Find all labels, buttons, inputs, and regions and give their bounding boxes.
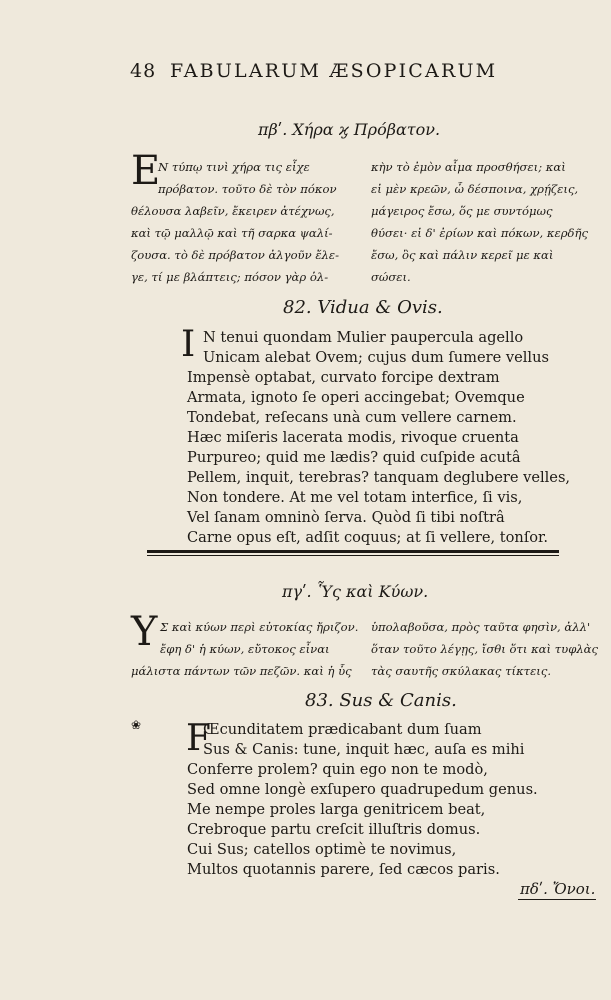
fable82-latin-line-10: Vel ſanam omninò ſerva. Quòd ſi tibi noſtrâ (187, 509, 505, 526)
fable83-latin-line-6: Crebroque partu creſcit illuſtris domus. (187, 821, 481, 838)
fable83-greek-left-line-3: μάλιστα πάντων τῶν πεζῶν. καὶ ἡ ὗς (131, 664, 352, 678)
margin-mark: ❀ (131, 718, 142, 732)
fable82-latin-line-6: Hæc miſeris lacerata modis, rivoque cruenta (187, 429, 519, 446)
fable82-greek-right-line-6: σώσει. (371, 270, 411, 284)
fable82-greek-left-line-6: γε, τί με βλάπτεις; πόσον γὰρ ὁλ- (131, 270, 329, 284)
fable82-greek-left-line-4: καὶ τῷ μαλλῷ καὶ τῆ σαρκα ψαλί- (131, 226, 333, 240)
fable82-greek-right-line-1: κὴν τὸ ἐμὸν αἷμα προσθήσει; καὶ (371, 160, 566, 174)
fable82-greek-left-line-5: ζουσα. τὸ δὲ πρόβατον ἀλγοῦν ἔλε- (131, 248, 340, 262)
fable82-greek-left-line-2: πρόβατον. τοῦτο δὲ τὸν πόκον (158, 182, 337, 196)
fable82-latin-title: 82. Vidua & Ovis. (283, 297, 443, 318)
fable83-greek-title: πγʹ. Ὗς καὶ Κύων. (282, 582, 429, 601)
fable82-latin-dropcap: I (181, 324, 196, 365)
fable83-greek-dropcap: Y (131, 609, 158, 655)
fable83-latin-line-8: Multos quotannis parere, ſed cæcos paris. (187, 861, 500, 878)
fable82-latin-line-11: Carne opus eſt, adſit coquus; at ſi vellere, tonſor. (187, 529, 549, 546)
fable83-greek-right-line-2: ὅταν τοῦτο λέγῃς, ἴσθι ὅτι καὶ τυφλὰς (371, 642, 598, 656)
fable82-latin-line-3: Impensè optabat, curvato forcipe dextram (187, 369, 500, 386)
running-title: FABULARUM ÆSOPICARUM (170, 60, 498, 82)
fable83-latin-title: 83. Sus & Canis. (305, 690, 457, 711)
fable82-greek-right-line-4: θύσει· εἰ δ' ἐρίων καὶ πόκων, κερδῆς (371, 226, 588, 240)
fable83-latin-line-3: Conferre prolem? quin ego non te modò, (187, 761, 488, 778)
catchword-underline (518, 899, 596, 900)
fable83-latin-line-1: Œcunditatem prædicabant dum ſuam (203, 721, 482, 738)
fable82-greek-right-line-5: ἔσω, ὃς καὶ πάλιν κερεῖ με καὶ (371, 248, 554, 262)
fable82-greek-title: πβʹ. Χήρα ϗ Πρόβατον. (258, 120, 441, 139)
fable83-greek-left-line-2: ἔφη δ' ἡ κύων, εὔτοκος εἶναι (160, 642, 330, 656)
catchword: πδʹ. Ὄνοι. (520, 880, 596, 898)
fable83-latin-line-4: Sed omne longè exſupero quadrupedum genus. (187, 781, 538, 798)
fable82-latin-line-9: Non tondere. At me vel totam interfice, ſi vis, (187, 489, 523, 506)
fable83-greek-right-line-3: τὰς σαυτῆς σκύλακας τίκτεις. (371, 664, 552, 678)
fable82-latin-line-1: N tenui quondam Mulier paupercula agello (203, 329, 524, 346)
fable82-greek-right-line-3: μάγειρος ἔσω, ὅς με συντόμως (371, 204, 553, 218)
fable83-latin-line-5: Me nempe proles larga genitricem beat, (187, 801, 486, 818)
fable82-latin-line-7: Purpureo; quid me lædis? quid cuſpide acutâ (187, 449, 521, 466)
fable83-latin-line-2: Sus & Canis: tune, inquit hæc, auſa es mihi (203, 741, 525, 758)
fable82-latin-line-8: Pellem, inquit, terebras? tanquam deglubere velles, (187, 469, 571, 486)
fable82-latin-line-4: Armata, ignoto ſe operi accingebat; Ovemque (187, 389, 525, 406)
fable82-greek-dropcap: E (131, 148, 161, 194)
fable82-greek-left-line-1: N τύπῳ τινὶ χήρα τις εἶχε (158, 160, 310, 174)
fable83-greek-right-line-1: ὑπολαβοῦσα, πρὸς ταῦτα φησὶν, ἀλλ' (371, 620, 591, 634)
section-rule-thin (147, 555, 559, 556)
fable83-latin-line-7: Cui Sus; catellos optimè te novimus, (187, 841, 457, 858)
section-rule (147, 550, 559, 553)
fable83-greek-left-line-1: Σ καὶ κύων περὶ εὐτοκίας ἤριζον. (160, 620, 359, 634)
fable82-greek-right-line-2: εἰ μὲν κρεῶν, ὦ δέσποινα, χρῄζεις, (371, 182, 579, 196)
fable82-latin-line-5: Tondebat, reſecans unà cum vellere carnem. (187, 409, 517, 426)
fable82-greek-left-line-3: θέλουσα λαβεῖν, ἔκειρεν ἀτέχνως, (131, 204, 335, 218)
running-head (130, 60, 560, 86)
page-number: 48 (130, 60, 157, 82)
fable82-latin-line-2: Unicam alebat Ovem; cujus dum ſumere vellus (203, 349, 549, 366)
fable83-latin-dropcap: F (186, 718, 211, 759)
